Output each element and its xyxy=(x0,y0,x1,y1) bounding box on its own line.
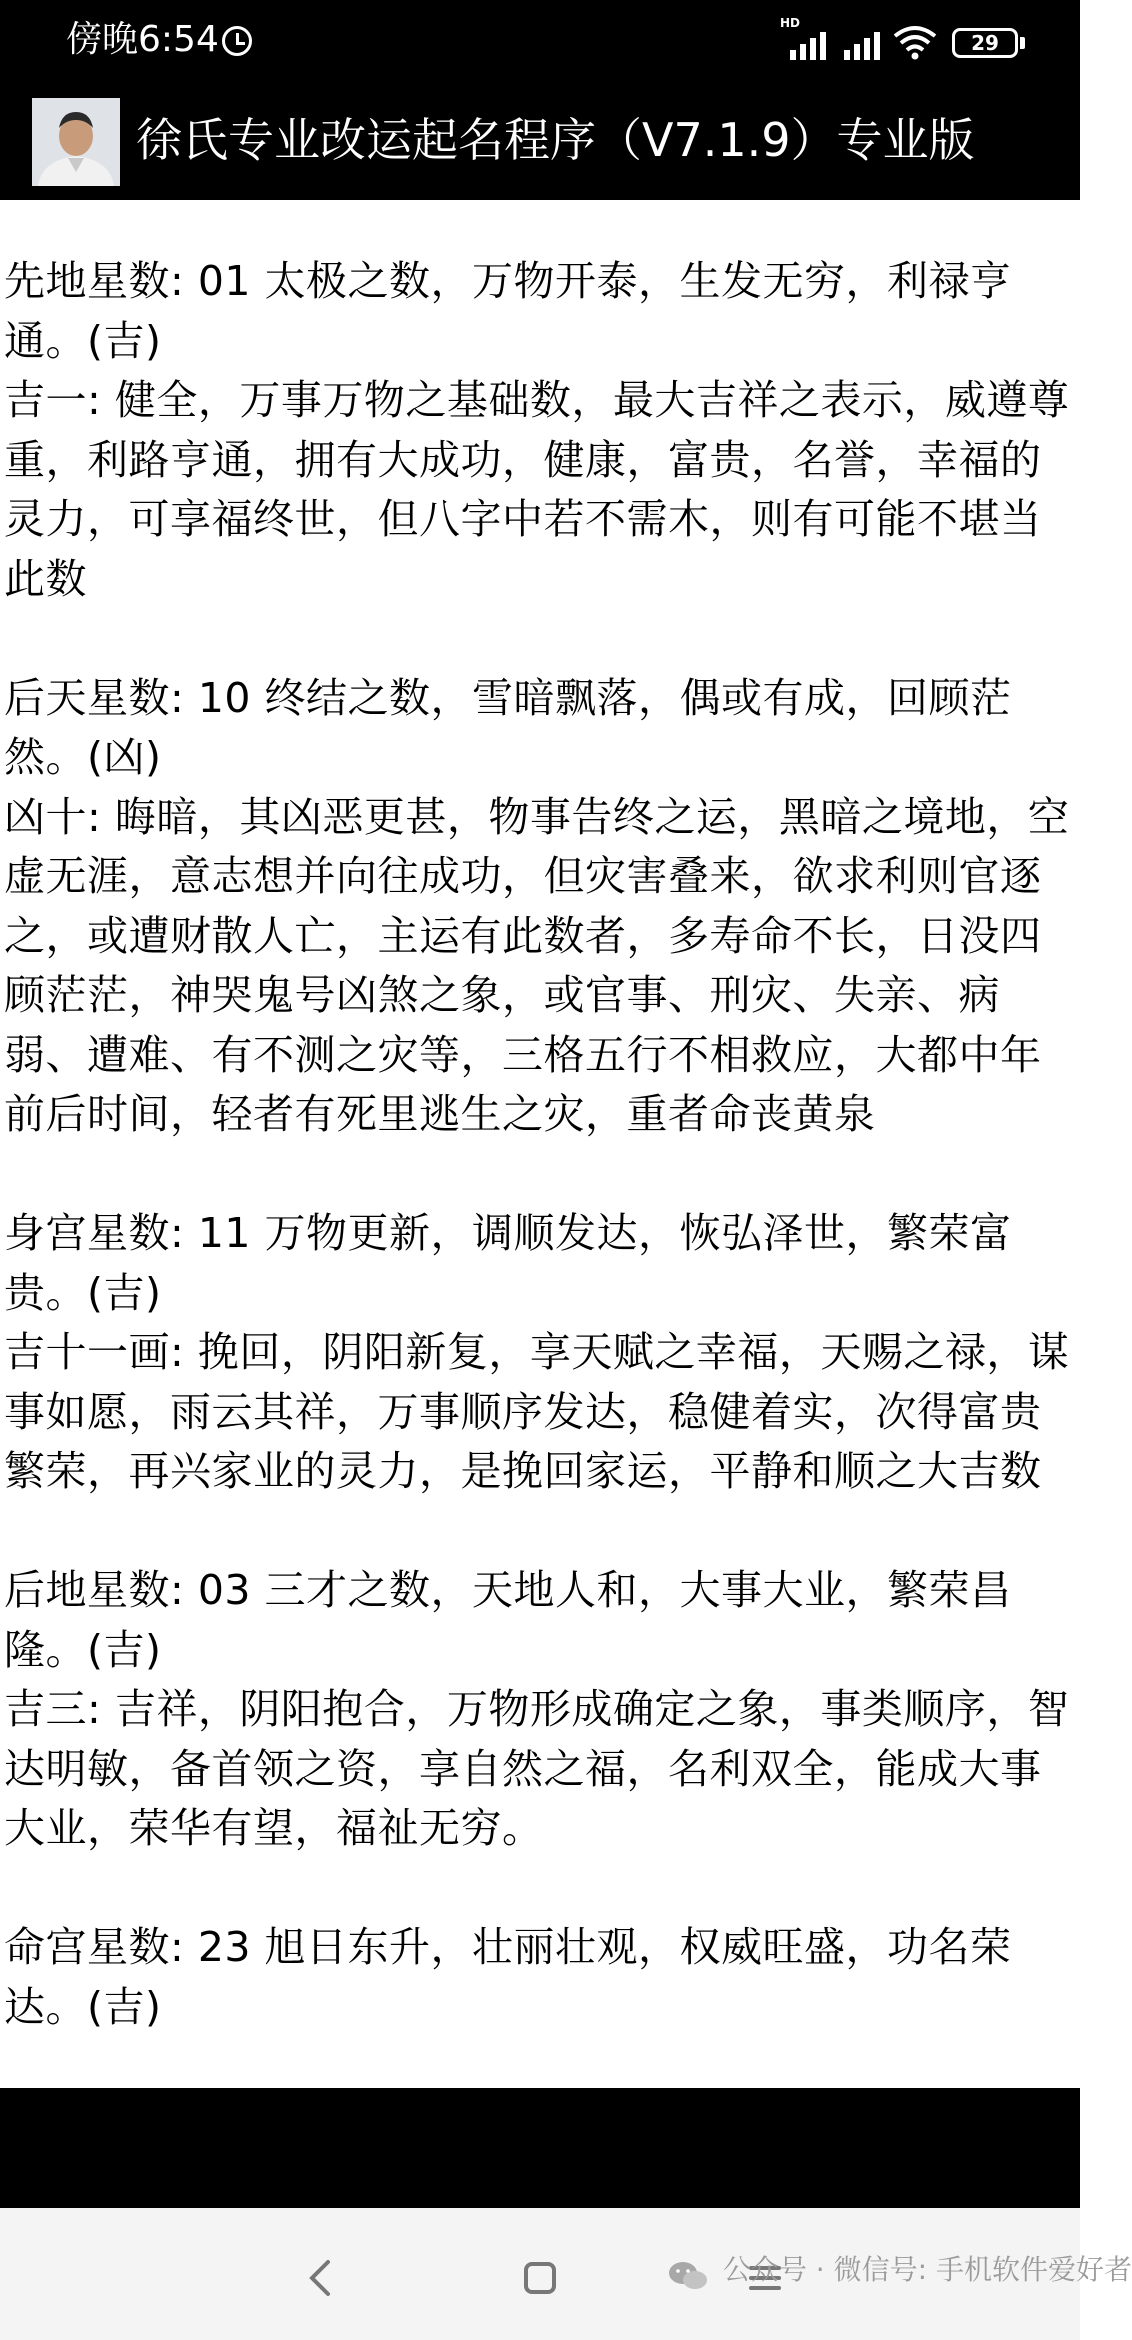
fortune-text xyxy=(4,252,1074,2037)
watermark xyxy=(668,2240,1132,2300)
paragraph-spacer xyxy=(4,1859,1074,1919)
watermark-text: 公众号 · 微信号: 手机软件爱好者 xyxy=(722,2253,1132,2286)
alarm-clock-icon xyxy=(222,26,252,56)
home-icon[interactable] xyxy=(510,2248,570,2308)
app-bar xyxy=(0,80,1080,200)
paragraph-spacer xyxy=(4,1502,1074,1562)
wifi-icon xyxy=(893,24,937,60)
back-icon[interactable] xyxy=(290,2248,350,2308)
network-type-label: HD xyxy=(780,16,801,30)
paragraph-houtian-title: 后天星数: 10 终结之数，雪暗飘落，偶或有成，回顾茫然。(凶) xyxy=(4,673,1012,781)
cellular-signal-hd-icon xyxy=(780,16,836,62)
battery-icon xyxy=(952,28,1018,58)
result-scroll-view[interactable] xyxy=(0,200,1080,2088)
status-bar xyxy=(0,0,1080,80)
status-time: 傍晚6:54 xyxy=(66,19,219,60)
paragraph-houdi-desc: 吉三: 吉祥，阴阳抱合，万物形成确定之象，事类顺序，智达明敏，备首领之资，享自然之福，名利双全，能成大事大业，荣华有望，福祉无穷。 xyxy=(4,1685,1070,1852)
paragraph-houdi-title: 后地星数: 03 三才之数，天地人和，大事大业，繁荣昌隆。(吉) xyxy=(4,1566,1012,1674)
paragraph-shengong-title: 身宫星数: 11 万物更新，调顺发达，恢弘泽世，繁荣富贵。(吉) xyxy=(4,1209,1012,1317)
battery-level: 29 xyxy=(971,31,999,55)
paragraph-minggong-title: 命宫星数: 23 旭日东升，壮丽壮观，权威旺盛，功名荣达。(吉) xyxy=(4,1923,1012,2031)
paragraph-spacer xyxy=(4,1145,1074,1205)
paragraph-houtian-desc: 凶十: 晦暗，其凶恶更甚，物事告终之运，黑暗之境地，空虚无涯，意志想并向往成功，但灾害叠来，欲求利则官逐之，或遭财散人亡，主运有此数者，多寿命不长，日没四顾茫茫，神哭鬼号凶煞之象，或官事、刑灾、失亲、病弱、遭难、有不测之灾等，三格五行不相救应，大都中年前后时间，轻者有死里逃生之灾，重者命丧黄泉 xyxy=(4,792,1070,1138)
cellular-signal-icon xyxy=(840,22,890,62)
battery-tip xyxy=(1020,37,1025,49)
bottom-black-area xyxy=(0,2088,1080,2208)
wechat-logo-icon xyxy=(668,2254,708,2288)
paragraph-spacer xyxy=(4,609,1074,669)
app-title: 徐氏专业改运起名程序（V7.1.9）专业版 xyxy=(136,113,975,167)
paragraph-xiandi-desc: 吉一: 健全，万事万物之基础数，最大吉祥之表示，威遵尊重，利路亨通，拥有大成功，健康，富贵，名誉，幸福的灵力，可享福终世，但八字中若不需木，则有可能不堪当此数 xyxy=(4,376,1070,603)
avatar xyxy=(32,98,120,186)
paragraph-shengong-desc: 吉十一画: 挽回，阴阳新复，享天赋之幸福，天赐之禄，谋事如愿，雨云其祥，万事顺序发达，稳健着实，次得富贵繁荣，再兴家业的灵力，是挽回家运，平静和顺之大吉数 xyxy=(4,1328,1070,1495)
avatar-photo-icon xyxy=(32,98,120,186)
paragraph-xiandi-title: 先地星数: 01 太极之数，万物开泰，生发无穷，利禄亨通。(吉) xyxy=(4,257,1012,365)
